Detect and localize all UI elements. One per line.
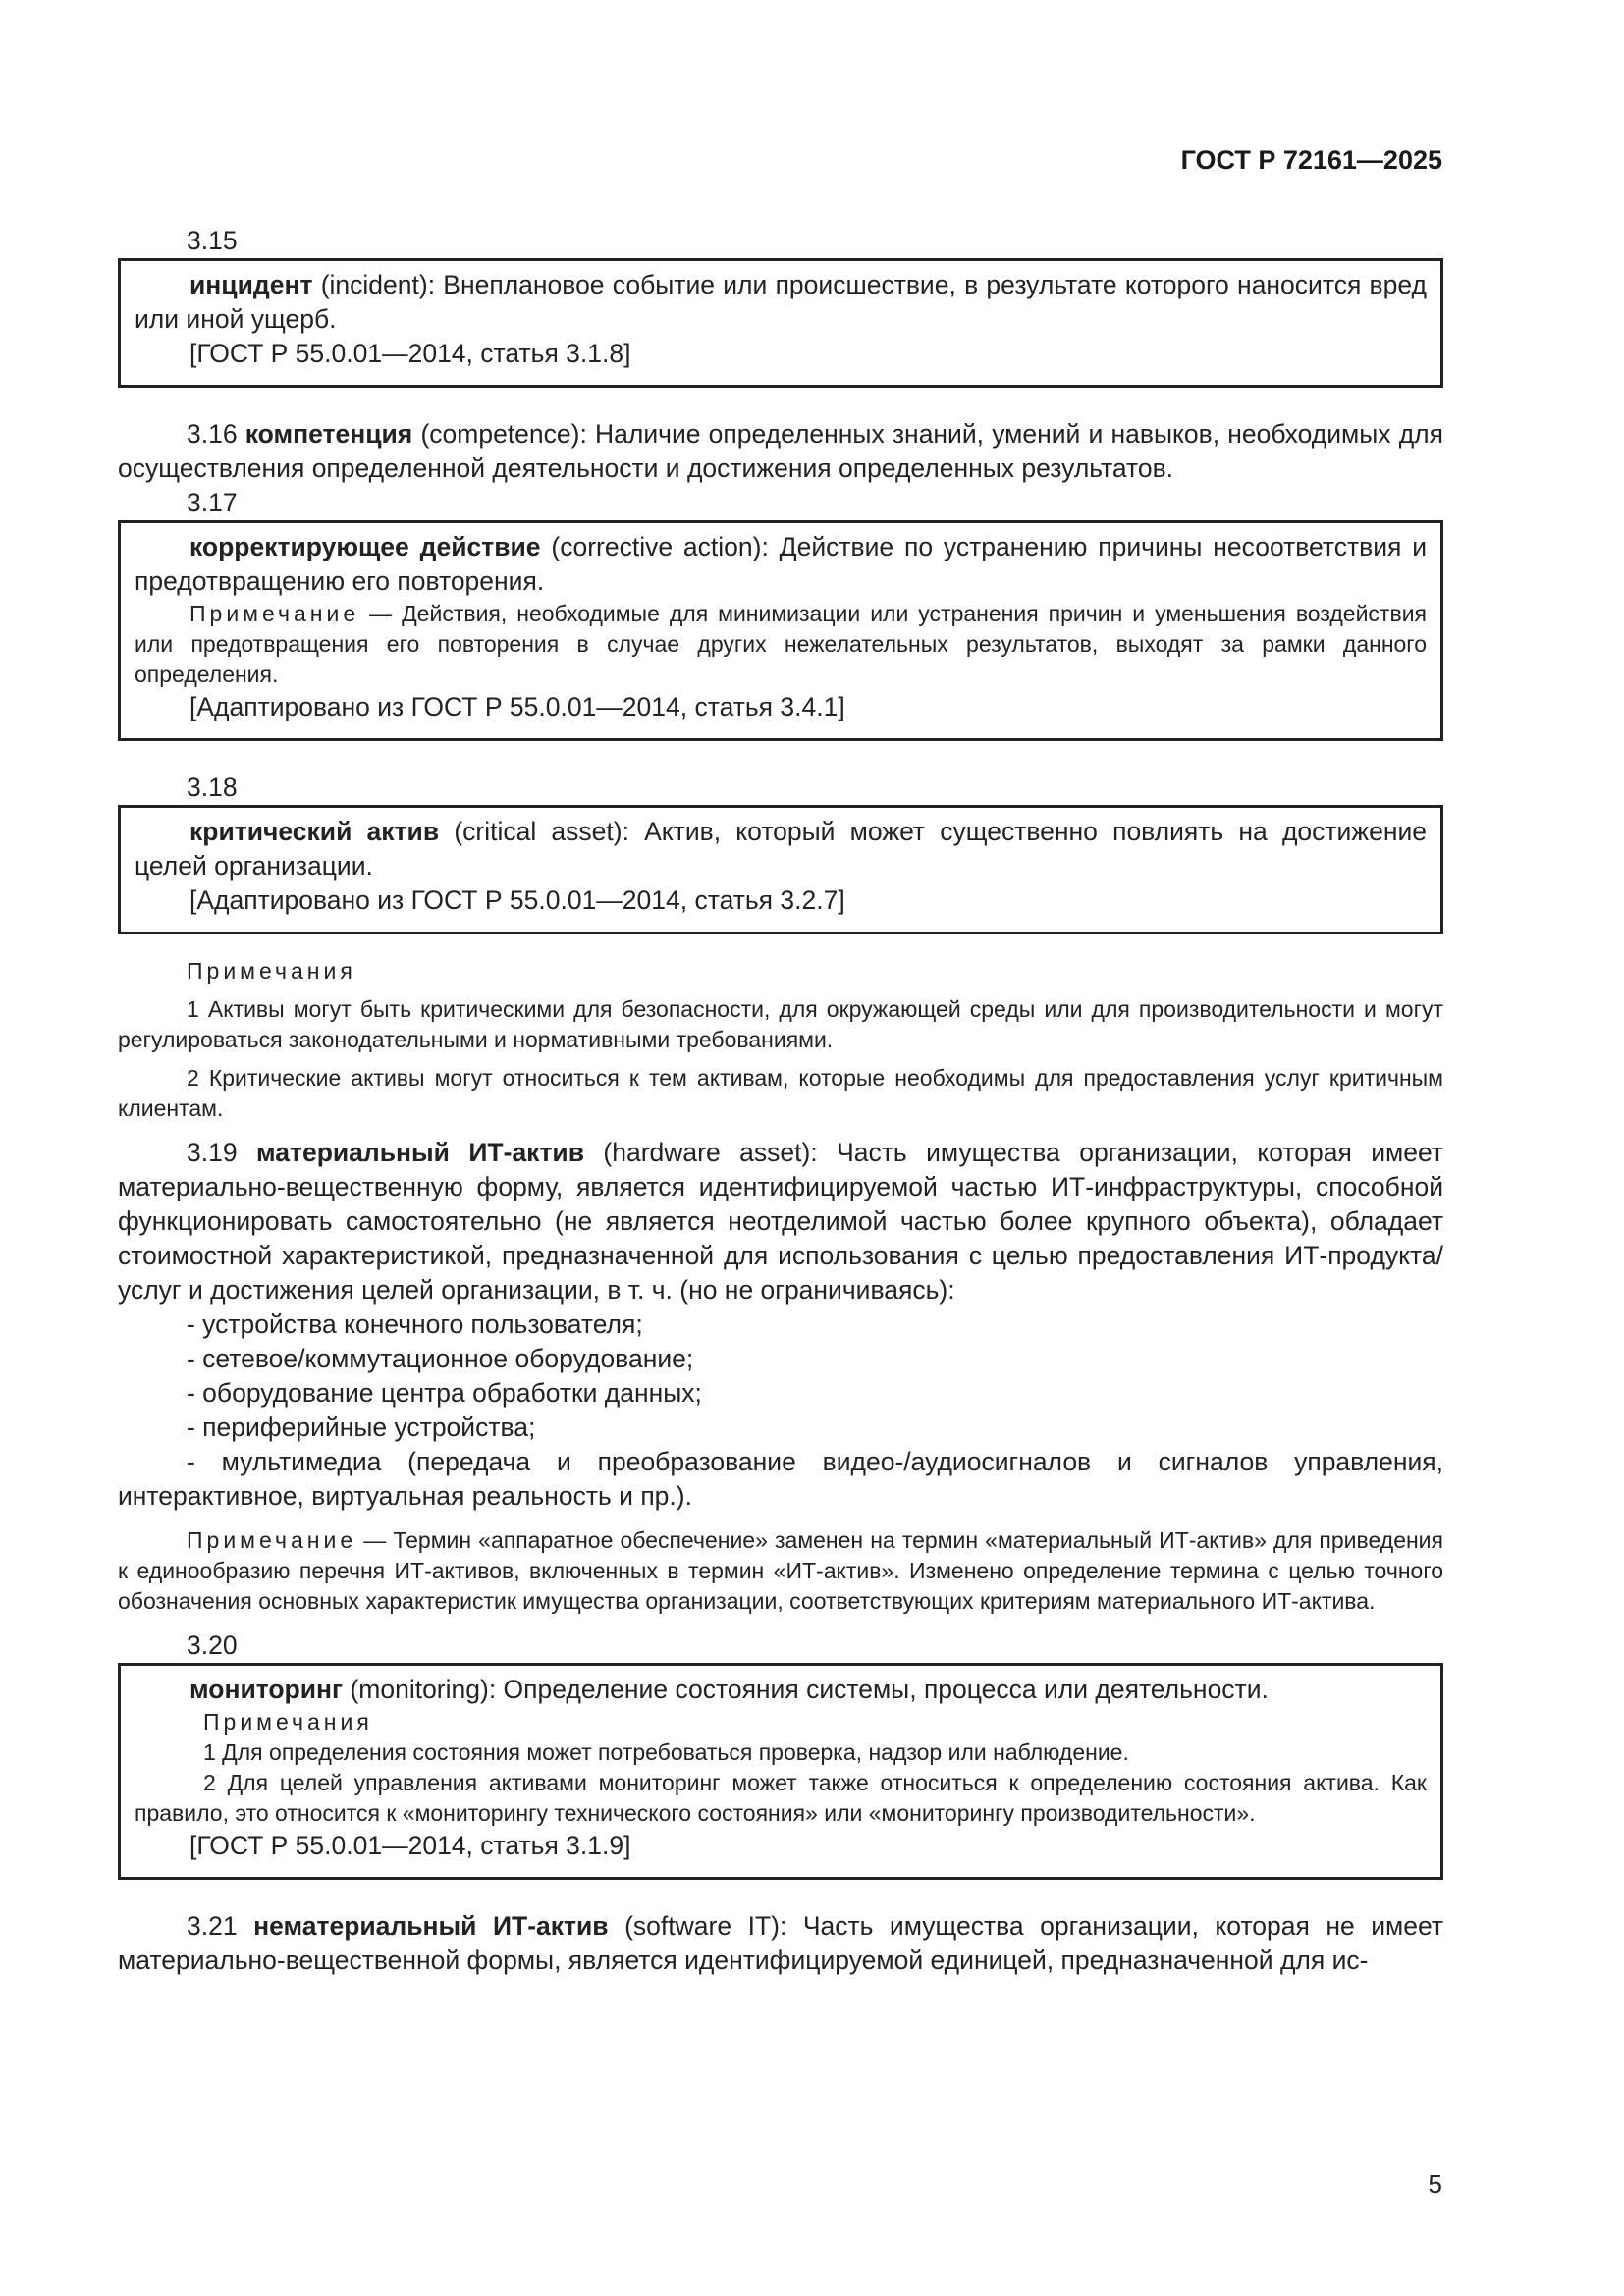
reference: [ГОСТ Р 55.0.01—2014, статья 3.1.8] xyxy=(189,339,631,368)
document-id: ГОСТ Р 72161—2025 xyxy=(1180,145,1442,175)
definition: (hardware asset): Часть имущества организации, которая имеет материально-вещественную форму, является идентифицируемой частью ИТ-инфраструктуры, способной функционировать самостоятельно (не является неотделимой частью более крупного объекта), обладает стоимостной характеристикой, предназначенной для использования с целью предоставления ИТ-продукта/услуг и достижения целей организации, в т. ч. (но не ограничиваясь): xyxy=(118,1138,1443,1305)
definition-box-3-17 xyxy=(118,520,1443,741)
reference: [Адаптировано из ГОСТ Р 55.0.01—2014, статья 3.2.7] xyxy=(189,885,845,915)
note-text: — Термин «аппаратное обеспечение» заменен на термин «материальный ИТ-актив» для приведения к единообразию перечня ИТ-активов, включенных в термин «ИТ-актив». Изменено определение термина с целью точного обозначения основных характеристик имущества организации, соответствующих критериям материального ИТ-актива. xyxy=(118,1527,1443,1614)
notes-label: Примечания xyxy=(187,958,356,984)
definition-text xyxy=(135,268,1427,337)
section-number: 3.19 xyxy=(187,1138,256,1167)
definition-box-3-18 xyxy=(118,805,1443,934)
note xyxy=(135,599,1427,690)
list-item: - периферийные устройства; xyxy=(187,1413,536,1442)
section-number-3-15: 3.15 xyxy=(187,226,238,255)
note-1: 1 Активы могут быть критическими для безопасности, для окружающей среды или для производительности и могут регулироваться законодательными и нормативными требованиями. xyxy=(118,996,1443,1052)
list-item: - устройства конечного пользователя; xyxy=(187,1309,643,1339)
section-number-3-20: 3.20 xyxy=(187,1630,238,1660)
note xyxy=(118,1525,1443,1617)
definition: (incident): Внеплановое событие или происшествие, в результате которого наносится вред или иной ущерб. xyxy=(135,270,1427,334)
note-label: Примечание xyxy=(189,601,360,626)
definition: (software IT): Часть имущества организации, которая не имеет материально-вещественной формы, является идентифицируемой единицей, предназначенной для ис- xyxy=(118,1911,1443,1975)
note-text: — Действия, необходимые для минимизации или устранения причин и уменьшения воздействия или предотвращения его повторения в случае других нежелательных результатов, выходят за рамки данного определения. xyxy=(135,601,1427,687)
note-2: 2 Для целей управления активами мониторинг может также относиться к определению состояния актива. Как правило, это относится к «мониторингу технического состояния» или «мониторингу производительности». xyxy=(135,1770,1427,1826)
list-item: - оборудование центра обработки данных; xyxy=(187,1378,702,1408)
definition-text xyxy=(135,1673,1427,1707)
term: нематериальный ИТ-актив xyxy=(253,1911,609,1941)
page-number: 5 xyxy=(1428,2169,1442,2199)
note-2: 2 Критические активы могут относиться к тем активам, которые необходимы для предоставления услуг критичным клиентам. xyxy=(118,1065,1443,1121)
definition: (corrective action): Действие по устранению причины несоответствия и предотвращению его повторения. xyxy=(135,532,1427,596)
document-body xyxy=(118,224,1443,1978)
notes-label: Примечания xyxy=(203,1709,373,1735)
note-label: Примечание xyxy=(187,1527,357,1553)
term: материальный ИТ-актив xyxy=(256,1138,585,1167)
definition-3-19 xyxy=(118,1136,1443,1308)
reference: [Адаптировано из ГОСТ Р 55.0.01—2014, статья 3.4.1] xyxy=(189,692,845,721)
term: инцидент xyxy=(189,270,313,299)
definition-box-3-20 xyxy=(118,1663,1443,1880)
definition: (competence): Наличие определенных знаний, умений и навыков, необходимых для осуществления определенной деятельности и достижения определенных результатов. xyxy=(118,419,1443,483)
section-number-3-17: 3.17 xyxy=(187,488,238,517)
definition-3-21 xyxy=(118,1909,1443,1978)
definition: (critical asset): Актив, который может существенно повлиять на достижение целей организации. xyxy=(135,817,1427,881)
section-number-3-18: 3.18 xyxy=(187,773,238,802)
definition-3-16 xyxy=(118,417,1443,486)
section-number: 3.16 xyxy=(187,419,245,449)
term: компетенция xyxy=(244,419,413,449)
term: мониторинг xyxy=(189,1675,344,1704)
definition-text xyxy=(135,815,1427,883)
term: корректирующее действие xyxy=(189,532,541,561)
note-1: 1 Для определения состояния может потребоваться проверка, надзор или наблюдение. xyxy=(203,1739,1129,1765)
term: критический актив xyxy=(189,817,440,846)
section-number: 3.21 xyxy=(187,1911,254,1941)
definition-box-3-15 xyxy=(118,258,1443,388)
list-item: - мультимедиа (передача и преобразование видео-/аудиосигналов и сигналов управления, интерактивное, виртуальная реальность и пр.). xyxy=(118,1447,1443,1511)
definition-text xyxy=(135,530,1427,599)
list-item: - сетевое/коммутационное оборудование; xyxy=(187,1344,694,1373)
reference: [ГОСТ Р 55.0.01—2014, статья 3.1.9] xyxy=(189,1831,631,1860)
definition: (monitoring): Определение состояния системы, процесса или деятельности. xyxy=(343,1675,1269,1704)
